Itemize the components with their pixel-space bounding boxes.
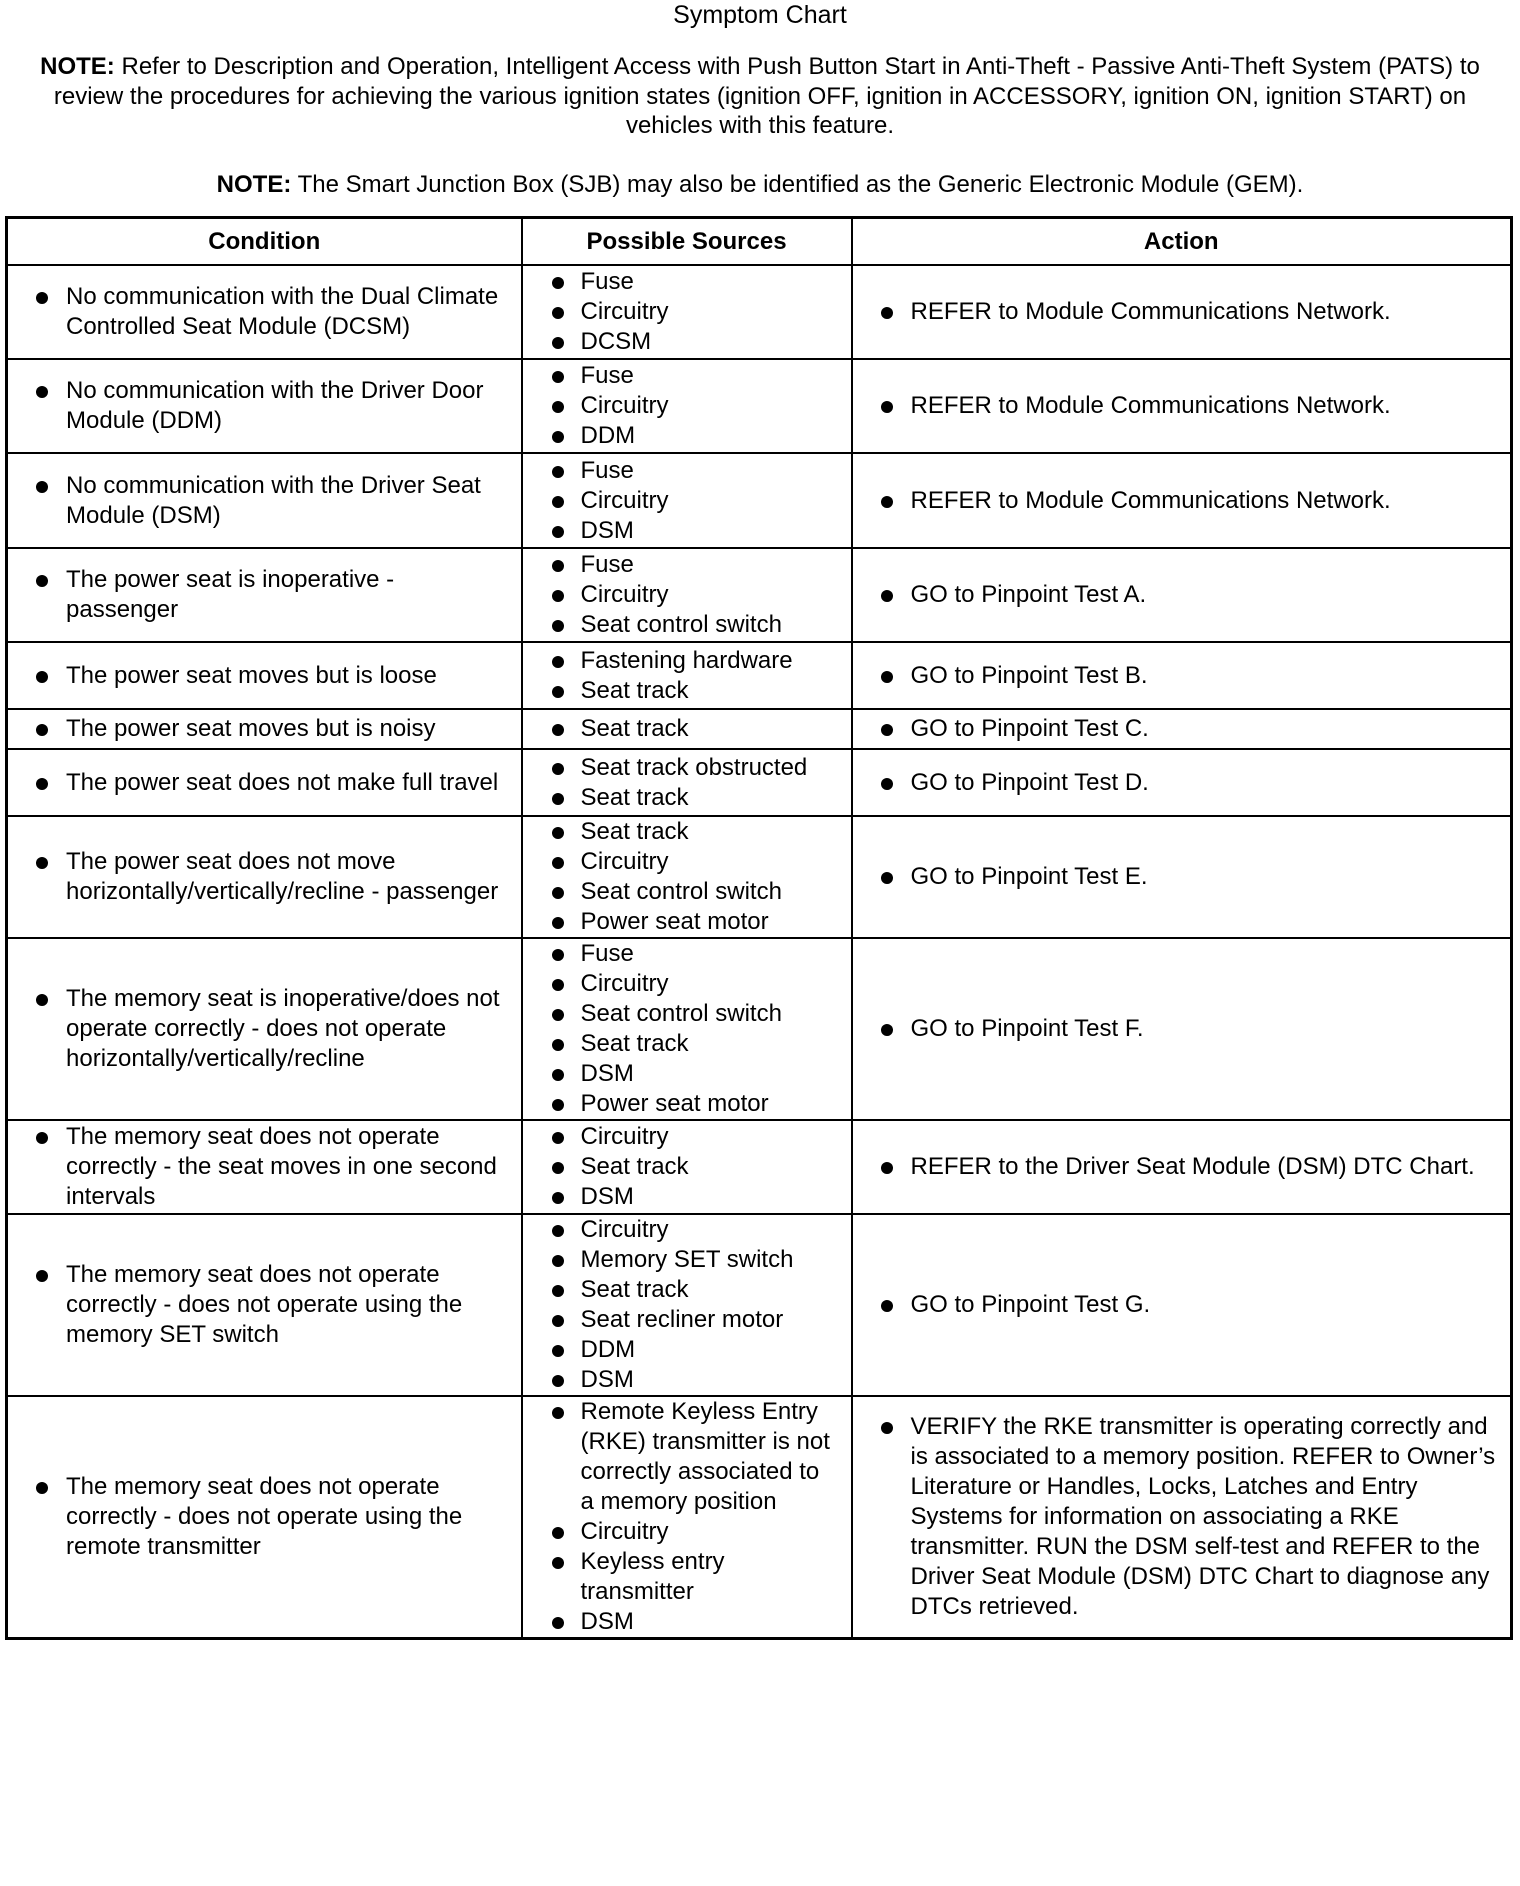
sources-list <box>523 1122 851 1212</box>
possible-sources-cell <box>522 1396 852 1639</box>
table-row <box>7 359 1512 453</box>
table-row <box>7 749 1512 816</box>
action-text: GO to Pinpoint Test D. <box>853 768 1511 798</box>
source-item: Seat control switch <box>523 877 851 907</box>
possible-sources-cell <box>522 816 852 938</box>
action-list <box>853 661 1511 691</box>
source-item: Seat control switch <box>523 999 851 1029</box>
condition-cell <box>7 548 522 642</box>
possible-sources-cell <box>522 1120 852 1214</box>
table-row <box>7 1396 1512 1639</box>
source-item: DDM <box>523 421 851 451</box>
action-text: REFER to Module Communications Network. <box>853 297 1511 327</box>
condition-text: The memory seat does not operate correctly - does not operate using the remote transmitter <box>8 1472 521 1562</box>
condition-text: The memory seat does not operate correctly - the seat moves in one second intervals <box>8 1122 521 1212</box>
sources-list <box>523 456 851 546</box>
action-cell <box>852 938 1512 1120</box>
table-row <box>7 548 1512 642</box>
source-item: Fuse <box>523 939 851 969</box>
source-item: Seat recliner motor <box>523 1305 851 1335</box>
possible-sources-cell <box>522 1214 852 1396</box>
source-item: Circuitry <box>523 580 851 610</box>
source-item: DSM <box>523 516 851 546</box>
source-item: Circuitry <box>523 486 851 516</box>
action-cell <box>852 1214 1512 1396</box>
source-item: Seat track <box>523 714 851 744</box>
action-cell <box>852 642 1512 709</box>
sources-list <box>523 361 851 451</box>
source-item: Seat track <box>523 676 851 706</box>
action-cell <box>852 265 1512 359</box>
table-row <box>7 1214 1512 1396</box>
source-item: Seat track <box>523 1275 851 1305</box>
condition-list <box>8 471 521 531</box>
sources-list <box>523 267 851 357</box>
condition-cell <box>7 1396 522 1639</box>
condition-text: No communication with the Driver Seat Module (DSM) <box>8 471 521 531</box>
source-item: Seat control switch <box>523 610 851 640</box>
source-item: DCSM <box>523 327 851 357</box>
source-item: Circuitry <box>523 969 851 999</box>
symptom-table <box>5 216 1513 1640</box>
condition-text: No communication with the Driver Door Module (DDM) <box>8 376 521 436</box>
source-item: Seat track <box>523 817 851 847</box>
action-list <box>853 1290 1511 1320</box>
action-list <box>853 714 1511 744</box>
note-label: NOTE: <box>216 171 292 198</box>
action-list <box>853 768 1511 798</box>
source-item: Power seat motor <box>523 1089 851 1119</box>
header-condition: Condition <box>7 218 522 266</box>
source-item: Circuitry <box>523 847 851 877</box>
sources-list <box>523 714 851 744</box>
source-item: DSM <box>523 1607 851 1637</box>
note-text: Refer to Description and Operation, Intelligent Access with Push Button Start in Anti-Theft - Passive Anti-Theft System (PATS) to review the procedures for achieving the various ignition states (ignition OFF, ignition in ACCESSORY, ignition ON, ignition START) on vehicles with this feature. <box>53 53 1480 139</box>
note-text: The Smart Junction Box (SJB) may also be identified as the Generic Electronic Module (GEM). <box>291 171 1304 198</box>
source-item: Fastening hardware <box>523 646 851 676</box>
action-cell <box>852 749 1512 816</box>
possible-sources-cell <box>522 265 852 359</box>
sources-list <box>523 1215 851 1395</box>
source-item: Fuse <box>523 267 851 297</box>
condition-cell <box>7 938 522 1120</box>
action-list <box>853 1014 1511 1044</box>
action-cell <box>852 1120 1512 1214</box>
possible-sources-cell <box>522 642 852 709</box>
header-action: Action <box>852 218 1512 266</box>
condition-cell <box>7 1120 522 1214</box>
sources-list <box>523 753 851 813</box>
source-item: Circuitry <box>523 391 851 421</box>
table-body <box>7 265 1512 1639</box>
source-item: Seat track <box>523 1029 851 1059</box>
table-row <box>7 816 1512 938</box>
condition-list <box>8 661 521 691</box>
action-text: GO to Pinpoint Test G. <box>853 1290 1511 1320</box>
note-label: NOTE: <box>40 53 115 80</box>
table-row <box>7 938 1512 1120</box>
action-list <box>853 486 1511 516</box>
source-item: Remote Keyless Entry (RKE) transmitter is not correctly associated to a memory position <box>523 1397 851 1517</box>
sources-list <box>523 1397 851 1637</box>
condition-list <box>8 1122 521 1212</box>
source-item: Circuitry <box>523 297 851 327</box>
condition-list <box>8 376 521 436</box>
action-list <box>853 1152 1511 1182</box>
condition-list <box>8 714 521 744</box>
possible-sources-cell <box>522 709 852 749</box>
condition-cell <box>7 749 522 816</box>
action-text: GO to Pinpoint Test C. <box>853 714 1511 744</box>
source-item: DSM <box>523 1059 851 1089</box>
condition-text: The power seat does not make full travel <box>8 768 521 798</box>
condition-text: The power seat is inoperative - passenger <box>8 565 521 625</box>
source-item: Keyless entry transmitter <box>523 1547 851 1607</box>
condition-text: The power seat moves but is loose <box>8 661 521 691</box>
note-sjb <box>10 170 1510 200</box>
action-list <box>853 297 1511 327</box>
action-text: GO to Pinpoint Test B. <box>853 661 1511 691</box>
action-list <box>853 1412 1511 1622</box>
source-item: Power seat motor <box>523 907 851 937</box>
possible-sources-cell <box>522 548 852 642</box>
action-text: VERIFY the RKE transmitter is operating correctly and is associated to a memory position. REFER to Owner’s Literature or Handles, Locks, Latches and Entry Systems for information on associating a RKE transmitter. RUN the DSM self-test and REFER to the Driver Seat Module (DSM) DTC Chart to diagnose any DTCs retrieved. <box>853 1412 1511 1622</box>
source-item: Seat track obstructed <box>523 753 851 783</box>
source-item: Seat track <box>523 1152 851 1182</box>
condition-list <box>8 984 521 1074</box>
action-text: REFER to the Driver Seat Module (DSM) DTC Chart. <box>853 1152 1511 1182</box>
source-item: Fuse <box>523 456 851 486</box>
action-list <box>853 580 1511 610</box>
condition-text: The memory seat does not operate correctly - does not operate using the memory SET switch <box>8 1260 521 1350</box>
condition-cell <box>7 709 522 749</box>
source-item: Fuse <box>523 550 851 580</box>
source-item: DDM <box>523 1335 851 1365</box>
condition-cell <box>7 816 522 938</box>
action-cell <box>852 1396 1512 1639</box>
condition-list <box>8 1260 521 1350</box>
action-text: GO to Pinpoint Test E. <box>853 862 1511 892</box>
action-cell <box>852 816 1512 938</box>
sources-list <box>523 939 851 1119</box>
action-list <box>853 391 1511 421</box>
condition-cell <box>7 642 522 709</box>
condition-list <box>8 768 521 798</box>
condition-text: The memory seat is inoperative/does not operate correctly - does not operate horizontally/vertically/recline <box>8 984 521 1074</box>
condition-cell <box>7 359 522 453</box>
condition-cell <box>7 453 522 548</box>
action-cell <box>852 453 1512 548</box>
action-list <box>853 862 1511 892</box>
condition-text: The power seat does not move horizontally/vertically/recline - passenger <box>8 847 521 907</box>
condition-list <box>8 1472 521 1562</box>
source-item: Circuitry <box>523 1215 851 1245</box>
condition-text: The power seat moves but is noisy <box>8 714 521 744</box>
table-row <box>7 642 1512 709</box>
table-row <box>7 265 1512 359</box>
table-row <box>7 453 1512 548</box>
sources-list <box>523 550 851 640</box>
sources-list <box>523 646 851 706</box>
action-text: GO to Pinpoint Test A. <box>853 580 1511 610</box>
condition-cell <box>7 265 522 359</box>
possible-sources-cell <box>522 938 852 1120</box>
source-item: DSM <box>523 1365 851 1395</box>
action-cell <box>852 709 1512 749</box>
table-header-row <box>7 218 1512 266</box>
condition-cell <box>7 1214 522 1396</box>
action-cell <box>852 548 1512 642</box>
table-row <box>7 709 1512 749</box>
source-item: Seat track <box>523 783 851 813</box>
header-possible-sources: Possible Sources <box>522 218 852 266</box>
page-title: Symptom Chart <box>673 1 847 29</box>
table-row <box>7 1120 1512 1214</box>
source-item: Memory SET switch <box>523 1245 851 1275</box>
source-item: DSM <box>523 1182 851 1212</box>
note-pats <box>10 52 1510 141</box>
action-text: REFER to Module Communications Network. <box>853 486 1511 516</box>
possible-sources-cell <box>522 359 852 453</box>
source-item: Circuitry <box>523 1122 851 1152</box>
condition-list <box>8 282 521 342</box>
sources-list <box>523 817 851 937</box>
condition-list <box>8 565 521 625</box>
action-text: REFER to Module Communications Network. <box>853 391 1511 421</box>
action-cell <box>852 359 1512 453</box>
possible-sources-cell <box>522 453 852 548</box>
possible-sources-cell <box>522 749 852 816</box>
condition-text: No communication with the Dual Climate Controlled Seat Module (DCSM) <box>8 282 521 342</box>
source-item: Fuse <box>523 361 851 391</box>
source-item: Circuitry <box>523 1517 851 1547</box>
action-text: GO to Pinpoint Test F. <box>853 1014 1511 1044</box>
condition-list <box>8 847 521 907</box>
